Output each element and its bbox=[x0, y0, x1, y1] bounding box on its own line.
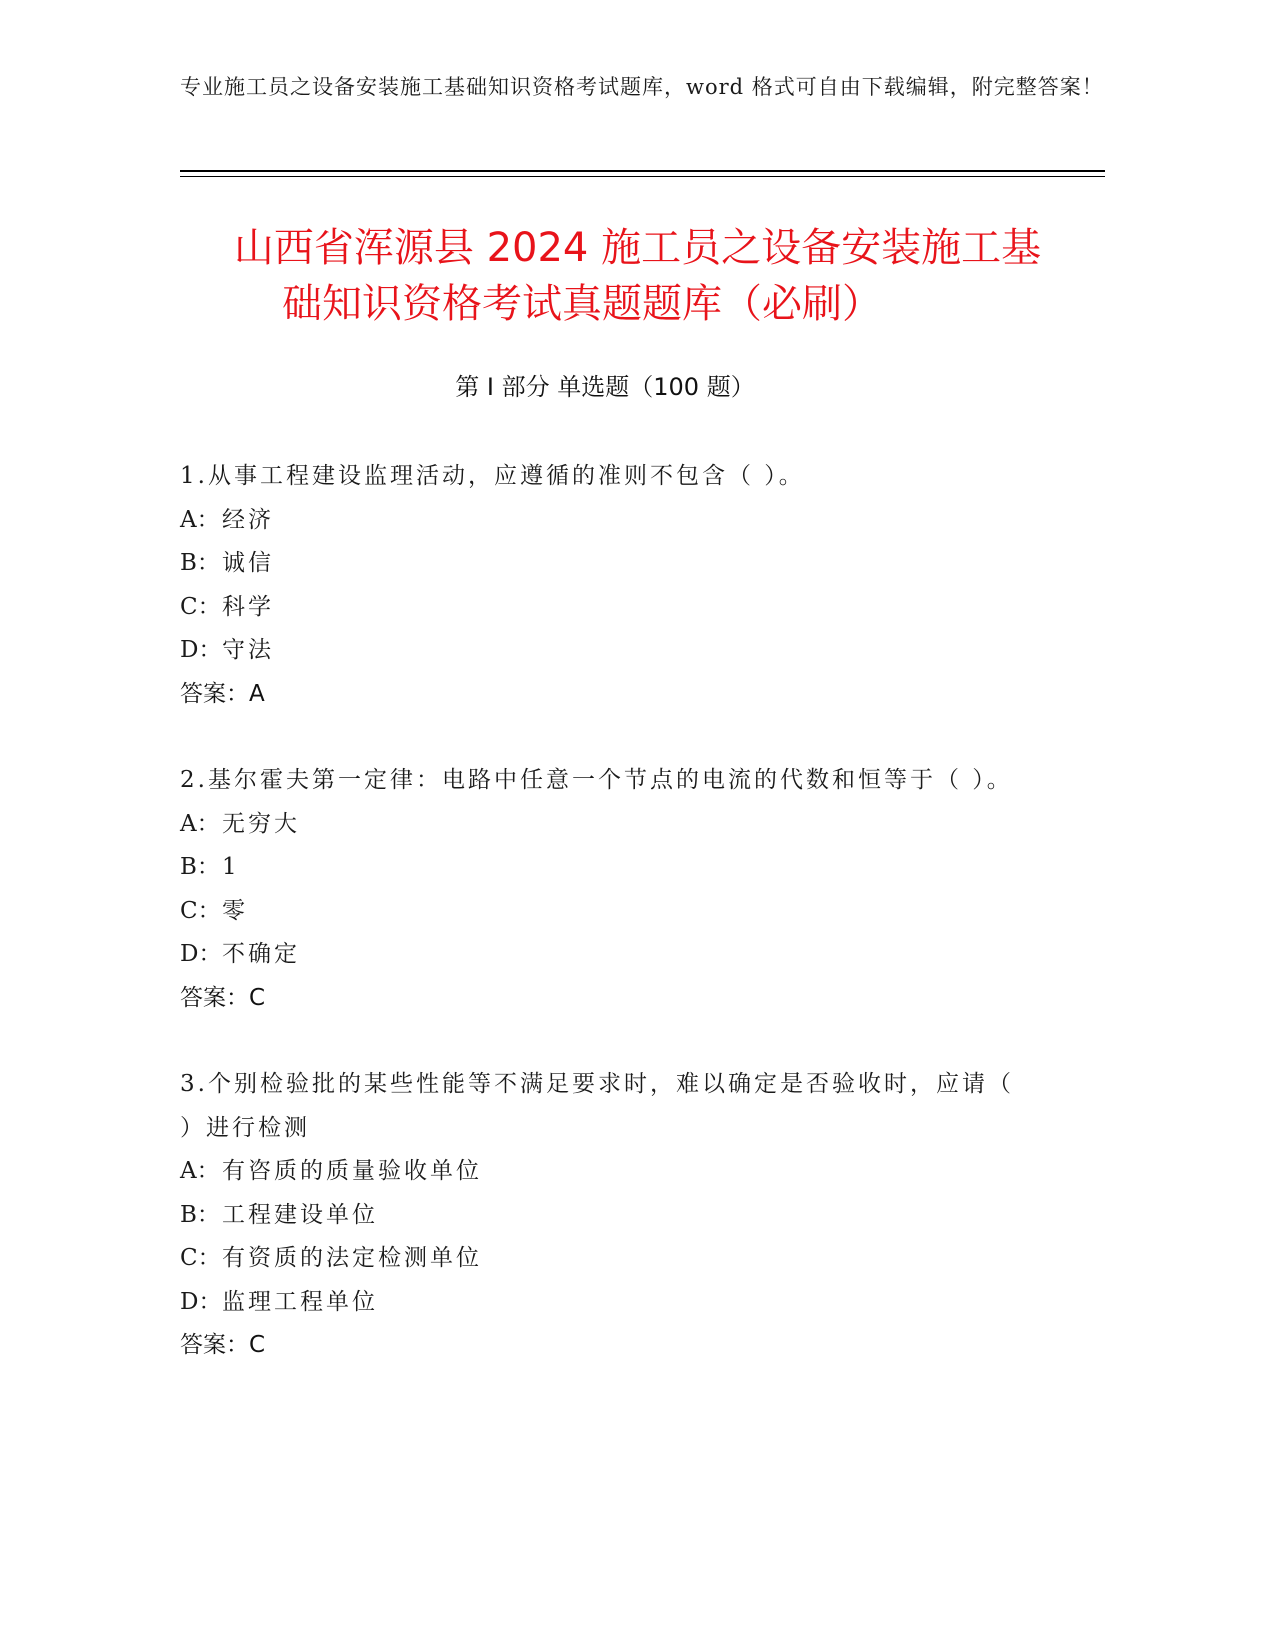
question-item bbox=[180, 1063, 1020, 1368]
question-stem: 3.个别检验批的某些性能等不满足要求时，难以确定是否验收时，应请（ ）进行检测 bbox=[180, 1071, 1014, 1141]
header-note: 专业施工员之设备安装施工基础知识资格考试题库，word 格式可自由下载编辑，附完整答案！ bbox=[180, 75, 1104, 99]
header-divider-thick bbox=[180, 170, 1105, 172]
option-text: 监理工程单位 bbox=[222, 1288, 378, 1315]
option-key: D： bbox=[180, 1288, 222, 1315]
option-key: C： bbox=[180, 897, 221, 924]
question-item bbox=[180, 759, 1020, 1020]
question-list bbox=[180, 455, 1020, 1411]
option-key: D： bbox=[180, 941, 222, 967]
option-key: B： bbox=[180, 1201, 220, 1228]
option-b bbox=[180, 542, 1020, 586]
option-text: 科学 bbox=[222, 593, 274, 620]
question-stem: 2.基尔霍夫第一定律：电路中任意一个节点的电流的代数和恒等于（ ）。 bbox=[180, 767, 1013, 793]
option-key: A： bbox=[180, 810, 220, 837]
option-key: D： bbox=[180, 637, 222, 663]
question-item bbox=[180, 455, 1020, 716]
answer-line: 答案：C bbox=[180, 1332, 266, 1358]
option-d bbox=[180, 629, 1020, 673]
option-key: C： bbox=[180, 593, 221, 620]
option-text: 零 bbox=[222, 897, 248, 924]
option-text: 经济 bbox=[222, 506, 274, 533]
option-text: 不确定 bbox=[222, 941, 300, 967]
section-heading: 第 I 部分 单选题（100 题） bbox=[455, 373, 755, 401]
option-a bbox=[180, 803, 1020, 847]
question-stem: 1.从事工程建设监理活动，应遵循的准则不包含（ ）。 bbox=[180, 463, 805, 489]
option-b bbox=[180, 1194, 1020, 1238]
option-d bbox=[180, 933, 1020, 977]
answer-line: 答案：C bbox=[180, 984, 266, 1011]
option-c bbox=[180, 890, 1020, 934]
option-c bbox=[180, 586, 1020, 630]
option-d bbox=[180, 1281, 1020, 1325]
option-text: 工程建设单位 bbox=[222, 1201, 378, 1228]
option-text: 诚信 bbox=[222, 550, 274, 576]
option-text: 有资质的法定检测单位 bbox=[222, 1245, 482, 1271]
option-text: 守法 bbox=[222, 637, 274, 663]
option-key: C： bbox=[180, 1245, 221, 1271]
title-line-1: 山西省浑源县 2024 施工员之设备安装施工基 bbox=[233, 225, 1042, 271]
option-key: A： bbox=[180, 1158, 220, 1184]
answer-line: 答案：A bbox=[180, 680, 265, 707]
option-b bbox=[180, 846, 1020, 890]
document-title bbox=[150, 220, 1125, 332]
option-text: 1 bbox=[222, 854, 240, 880]
option-a bbox=[180, 1150, 1020, 1194]
option-key: B： bbox=[180, 854, 220, 880]
option-text: 有咨质的质量验收单位 bbox=[222, 1158, 482, 1184]
option-text: 无穷大 bbox=[222, 810, 300, 837]
option-key: B： bbox=[180, 550, 220, 576]
option-a bbox=[180, 499, 1020, 543]
option-c bbox=[180, 1237, 1020, 1281]
title-line-2: 础知识资格考试真题题库（必刷） bbox=[282, 281, 882, 327]
header-divider-thin bbox=[180, 176, 1105, 177]
option-key: A： bbox=[180, 506, 220, 533]
